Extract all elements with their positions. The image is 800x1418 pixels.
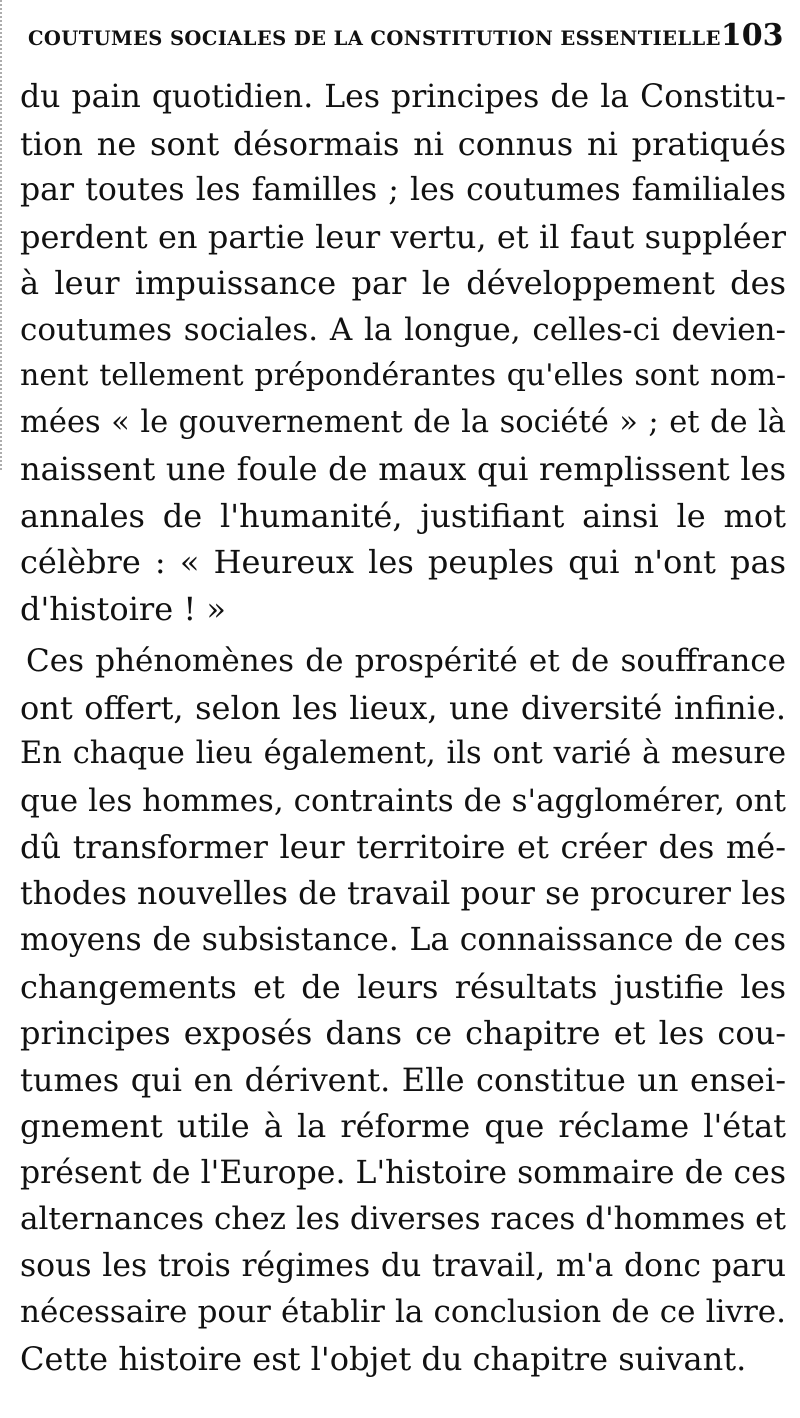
page-number: 103 <box>720 18 784 53</box>
text-line: sous les trois régimes du travail, m'a donc paru <box>20 1247 786 1284</box>
body-text <box>20 74 786 1382</box>
text-line: présent de l'Europe. L'histoire sommaire de ces <box>20 1154 786 1191</box>
paragraph-1 <box>20 74 786 632</box>
text-line: dû transformer leur territoire et créer des mé- <box>20 828 786 866</box>
paragraph-2 <box>20 638 786 1382</box>
text-line: tion ne sont désormais ni connus ni pratiqués <box>20 124 786 163</box>
text-line: à leur impuissance par le développement des <box>20 264 786 302</box>
text-line: d'histoire ! » <box>20 589 226 628</box>
page-header <box>28 18 782 58</box>
text-line: principes exposés dans ce chapitre et les cou- <box>20 1014 786 1052</box>
page-gutter-edge <box>0 0 7 470</box>
text-line: célèbre : « Heureux les peuples qui n'ont pas <box>20 543 786 581</box>
text-line: que les hommes, contraints de s'agglomérer, ont <box>20 782 786 819</box>
text-line: Ces phénomènes de prospérité et de souffrance <box>26 643 786 679</box>
text-line: du pain quotidien. Les principes de la Constitu- <box>20 79 786 115</box>
text-line: perdent en partie leur vertu, et il faut suppléer <box>20 217 786 256</box>
text-line: nent tellement prépondérantes qu'elles sont nom- <box>20 358 786 393</box>
text-line: par toutes les familles ; les coutumes familiales <box>20 172 786 208</box>
text-line: coutumes sociales. A la longue, celles-ci devien- <box>20 311 786 348</box>
text-line: thodes nouvelles de travail pour se procurer les <box>20 875 786 912</box>
text-line: gnement utile à la réforme que réclame l'état <box>20 1107 786 1145</box>
text-line: annales de l'humanité, justifiant ainsi le mot <box>20 496 786 535</box>
text-line: ont offert, selon les lieux, une diversité infinie. <box>20 688 786 727</box>
text-line: mées « le gouvernement de la société » ; et de là <box>20 404 786 440</box>
running-head: COUTUMES SOCIALES DE LA CONSTITUTION ESSENTIELLE <box>28 27 721 50</box>
text-line: alternances chez les diverses races d'hommes et <box>20 1201 786 1237</box>
text-line: naissent une foule de maux qui remplissent les <box>20 450 786 488</box>
text-line: changements et de leurs résultats justifie les <box>20 967 786 1006</box>
text-line: nécessaire pour établir la conclusion de ce livre. <box>20 1294 786 1330</box>
text-line: Cette histoire est l'objet du chapitre suivant. <box>20 1339 747 1378</box>
text-line: moyens de subsistance. La connaissance de ces <box>20 922 786 958</box>
text-line: tumes qui en dérivent. Elle constitue un ensei- <box>20 1060 786 1099</box>
text-line: En chaque lieu également, ils ont varié à mesure <box>20 736 786 771</box>
